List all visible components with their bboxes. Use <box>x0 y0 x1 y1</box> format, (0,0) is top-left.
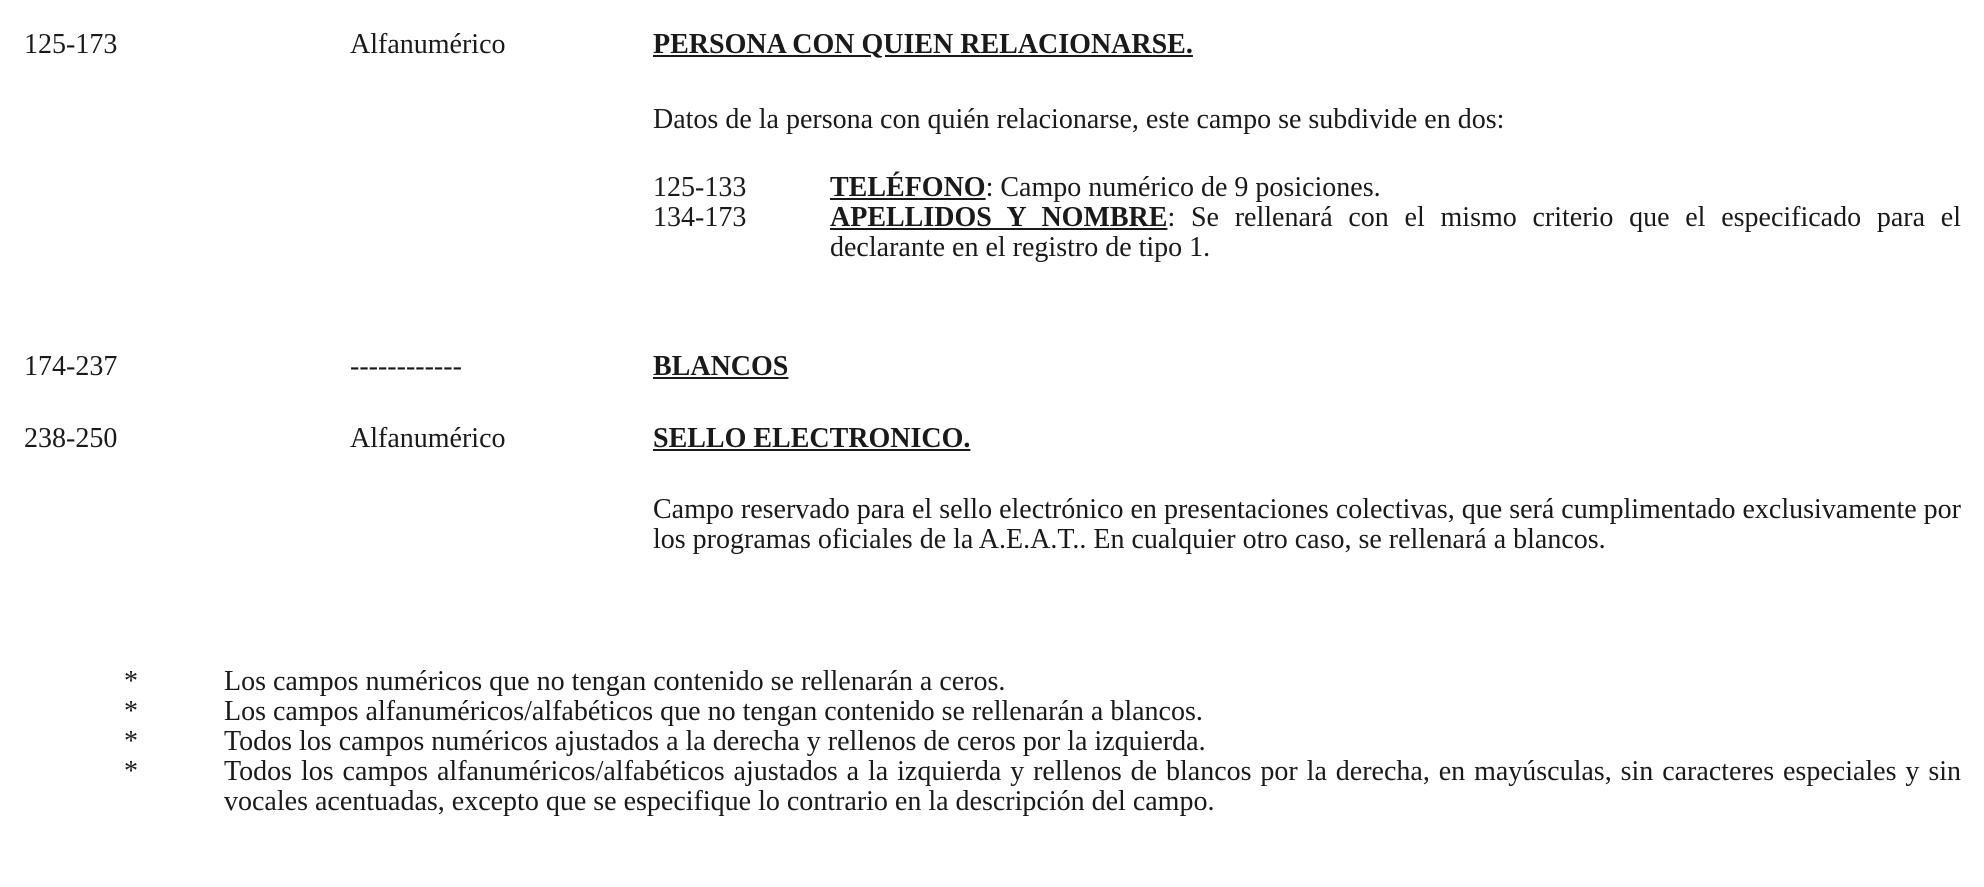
subfield-text <box>830 203 1961 263</box>
note-text: Los campos numéricos que no tengan contenido se rellenarán a ceros. <box>224 666 1006 697</box>
field-position: 238-250 <box>24 423 118 454</box>
subfield-label: TELÉFONO <box>830 172 986 203</box>
subfield-list <box>653 173 1961 263</box>
subfield-label: APELLIDOS Y NOMBRE <box>830 202 1168 233</box>
note-text: Todos los campos numéricos ajustados a la derecha y rellenos de ceros por la izquierda. <box>224 726 1206 757</box>
bullet-mark: * <box>124 696 138 727</box>
list-item <box>118 667 1961 697</box>
subfield-position: 134-173 <box>653 202 747 233</box>
bullet-mark: * <box>124 666 138 697</box>
subfield-row <box>653 173 1961 203</box>
list-item <box>118 727 1961 757</box>
field-type: ------------ <box>350 351 462 382</box>
field-position: 125-173 <box>24 29 118 60</box>
field-position: 174-237 <box>24 351 118 382</box>
list-item <box>118 697 1961 727</box>
note-text: Todos los campos alfanuméricos/alfabéticos ajustados a la izquierda y rellenos de blancos por la derecha, en mayúsculas, sin caracteres especiales y sin vocales acentuadas, excepto que se especifique lo contrario en la descripción del campo. <box>224 756 1961 817</box>
subfield-position: 125-133 <box>653 172 747 203</box>
bullet-mark: * <box>124 726 138 757</box>
field-title: BLANCOS <box>653 351 789 382</box>
field-type: Alfanumérico <box>350 29 506 60</box>
field-description: Datos de la persona con quién relacionarse, este campo se subdivide en dos: <box>653 104 1505 135</box>
field-description: Campo reservado para el sello electrónico en presentaciones colectivas, que será cumplimentado exclusivamente por los programas oficiales de la A.E.A.T.. En cualquier otro caso, se rellenará a blancos. <box>653 494 1961 555</box>
subfield-text <box>830 173 1961 203</box>
bullet-mark: * <box>124 756 138 787</box>
subfield-row <box>653 203 1961 263</box>
field-title: SELLO ELECTRONICO. <box>653 423 971 454</box>
subfield-description: : Campo numérico de 9 posiciones. <box>985 172 1381 203</box>
note-text: Los campos alfanuméricos/alfabéticos que no tengan contenido se rellenarán a blancos. <box>224 696 1203 727</box>
field-title: PERSONA CON QUIEN RELACIONARSE. <box>653 29 1193 60</box>
subfield-description: : Se rellenará con el mismo criterio que el especificado para el declarante en el registro de tipo 1. <box>830 202 1961 263</box>
notes-list <box>118 667 1961 817</box>
list-item <box>118 757 1961 817</box>
field-type: Alfanumérico <box>350 423 506 454</box>
